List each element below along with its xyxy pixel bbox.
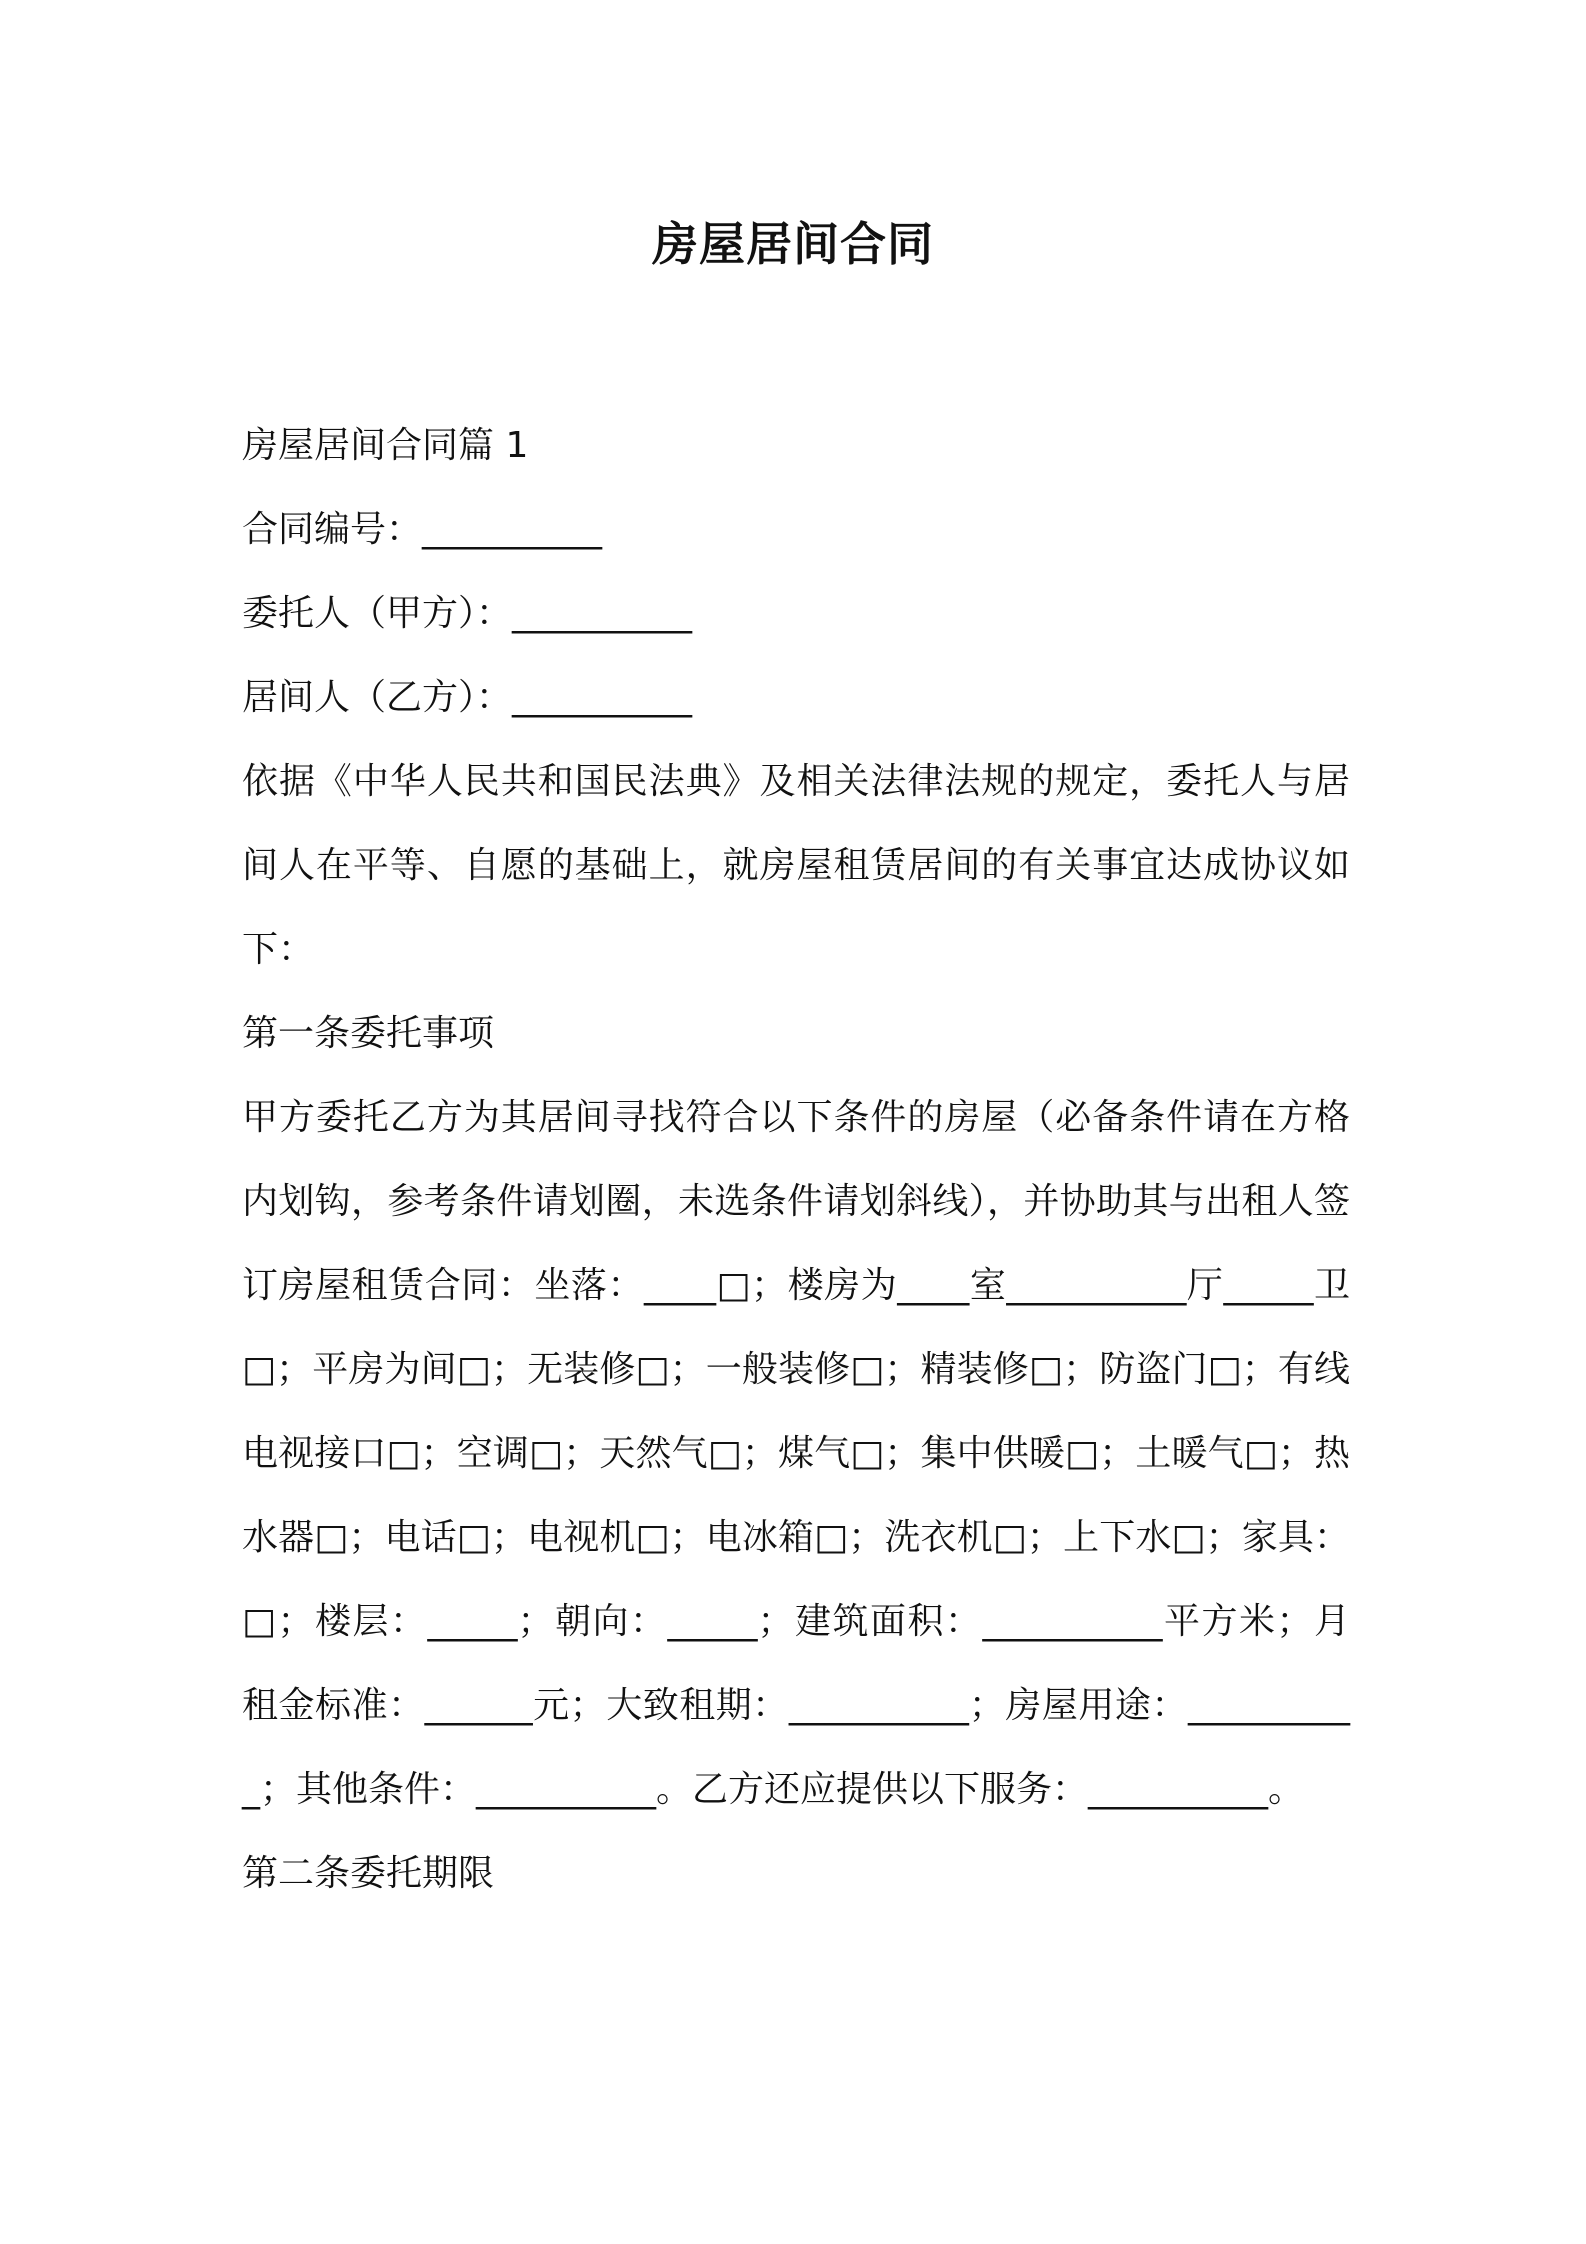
article-2-heading: 第二条委托期限 <box>242 1853 495 1894</box>
contract-number-line: 合同编号：__________ <box>242 509 603 550</box>
article-1-heading: 第一条委托事项 <box>242 1013 495 1054</box>
document-title: 房屋居间合同 <box>652 217 934 271</box>
document-body <box>242 404 1350 1916</box>
article-1-body: 甲方委托乙方为其居间寻找符合以下条件的房屋（必备条件请在方格内划钩，参考条件请划圈，未选条件请划斜线），并协助其与出租人签订房屋租赁合同：坐落：____□；楼房为____室__________厅_____卫□；平房为间□；无装修□；一般装修□；精装修□；防盗门□；有线电视接口□；空调□；天然气□；煤气□；集中供暖□；土暖气□；热水器□；电话□；电视机□；电冰箱□；洗衣机□；上下水□；家具：□；楼层：_____；朝向：_____；建筑面积：__________平方米；月租金标准：______元；大致租期：__________；房屋用途：__________；其他条件：__________。乙方还应提供以下服务：__________。 <box>242 1097 1350 1810</box>
section-heading-part-1: 房屋居间合同篇 1 <box>242 425 529 466</box>
preamble-paragraph: 依据《中华人民共和国民法典》及相关法律法规的规定，委托人与居间人在平等、自愿的基础上，就房屋租赁居间的有关事宜达成协议如下： <box>242 761 1350 970</box>
client-party-a-line: 委托人（甲方）：__________ <box>242 593 693 634</box>
intermediary-party-b-line: 居间人（乙方）：__________ <box>242 677 693 718</box>
